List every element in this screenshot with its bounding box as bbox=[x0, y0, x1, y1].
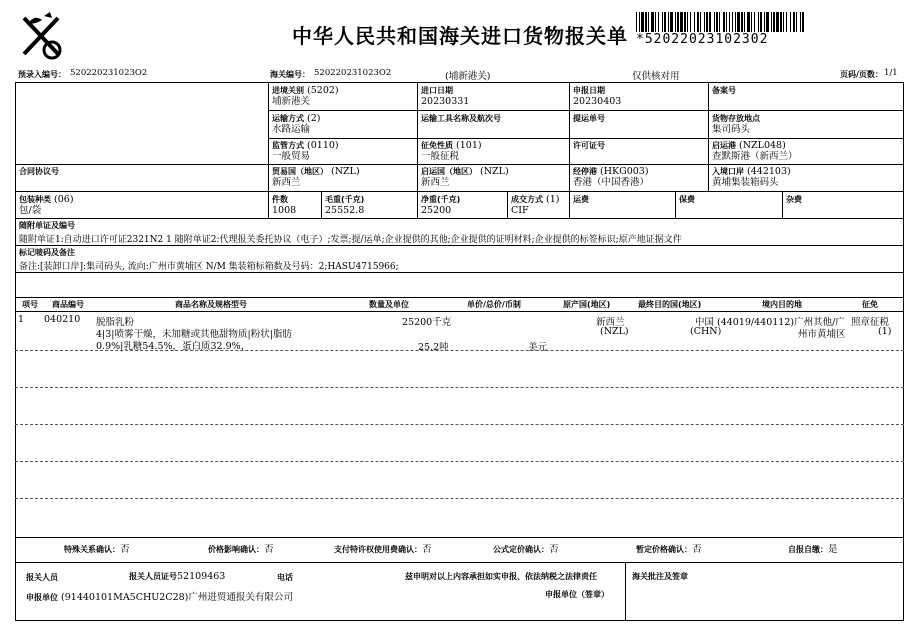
goods-levy1: 照章征税 bbox=[851, 317, 890, 328]
col-origin: 原产国(地区) bbox=[563, 300, 611, 309]
col-qty: 数量及单位 bbox=[369, 300, 409, 309]
attached-docs-text: 随附单证1:自动进口许可证2321N2 1 随附单证2:代理报关委托协议（电子）;发票;提/运单;企业提供的其他;企业提供的证明材料;企业提供的标签标识;原产地证据文件 bbox=[19, 235, 682, 245]
reference-note: 仅供核对用 bbox=[632, 71, 680, 82]
gross-weight-value: 25552.8 bbox=[325, 205, 365, 216]
self-declare-label: 自报自缴： bbox=[788, 545, 828, 554]
barcode-bar bbox=[706, 12, 708, 32]
phone-label: 电话 bbox=[277, 573, 293, 582]
barcode bbox=[636, 12, 806, 32]
goods-seq: 1 bbox=[18, 314, 25, 325]
transport-tool-label: 运输工具名称及航次号 bbox=[421, 114, 501, 123]
via-port-value: 香港（中国香港） bbox=[573, 177, 650, 188]
barcode-bar bbox=[684, 12, 686, 32]
barcode-bar bbox=[744, 12, 745, 32]
entry-port-value: 黄埔集装箱码头 bbox=[712, 177, 779, 188]
col-name: 商品名称及规格型号 bbox=[175, 300, 247, 309]
prerecord-number: 520220231023O2 bbox=[70, 68, 148, 78]
entry-port-code: (442103) bbox=[747, 166, 791, 177]
contract-label: 合同协议号 bbox=[19, 167, 59, 176]
barcode-bar bbox=[648, 12, 649, 32]
price-impact-label: 价格影响确认： bbox=[208, 545, 264, 554]
package-code: (06) bbox=[54, 194, 74, 205]
supervision-value: 一般贸易 bbox=[272, 151, 311, 162]
origin-country-value: 新西兰 bbox=[421, 177, 450, 188]
barcode-bar bbox=[641, 12, 644, 32]
barcode-bar bbox=[802, 12, 804, 32]
net-weight-value: 25200 bbox=[421, 205, 452, 216]
insurance-label: 保费 bbox=[679, 195, 695, 204]
declare-unit-sign: 申报单位（签章） bbox=[545, 590, 609, 599]
import-date-label: 进口日期 bbox=[421, 86, 453, 95]
barcode-bar bbox=[636, 12, 637, 32]
barcode-bar bbox=[758, 12, 759, 32]
barcode-bar bbox=[668, 12, 669, 32]
barcode-bar bbox=[800, 12, 801, 32]
barcode-bar bbox=[735, 12, 736, 32]
via-port-code: (HKG003) bbox=[600, 166, 649, 177]
declarant-no-value: 52109463 bbox=[177, 571, 226, 582]
barcode-bar bbox=[780, 12, 782, 32]
record-no-label: 备案号 bbox=[712, 86, 736, 95]
declare-date-label: 申报日期 bbox=[573, 86, 605, 95]
levy-code: (101) bbox=[456, 140, 482, 151]
barcode-bar bbox=[751, 12, 752, 32]
barcode-bar bbox=[764, 12, 765, 32]
declare-unit-label: 申报单位 bbox=[26, 593, 58, 602]
entry-port-label: 入境口岸 bbox=[712, 167, 744, 176]
barcode-bar bbox=[719, 12, 720, 32]
barcode-bar bbox=[716, 12, 718, 32]
barcode-bar bbox=[697, 12, 699, 32]
barcode-bar bbox=[732, 12, 733, 32]
declarant-no-label: 报关人员证号 bbox=[129, 572, 177, 581]
col-seq: 项号 bbox=[22, 300, 38, 309]
self-declare-value: 是 bbox=[828, 544, 838, 555]
page-value: 1/1 bbox=[884, 68, 898, 78]
misc-fee-label: 杂费 bbox=[786, 195, 802, 204]
goods-dest1: 中国 bbox=[695, 317, 715, 328]
barcode-bar bbox=[793, 12, 795, 32]
bill-no-label: 提运单号 bbox=[573, 114, 605, 123]
goods-levy2: (1) bbox=[878, 326, 892, 337]
via-port-label: 经停港 bbox=[573, 167, 597, 176]
col-domestic: 境内目的地 bbox=[762, 300, 802, 309]
price-impact-value: 否 bbox=[264, 544, 274, 555]
origin-country-label: 启运国（地区） bbox=[421, 167, 477, 176]
barcode-bar bbox=[655, 12, 656, 32]
barcode-bar bbox=[760, 12, 762, 32]
barcode-bar bbox=[737, 12, 740, 32]
license-label: 许可证号 bbox=[573, 141, 605, 150]
supervision-label: 监管方式 bbox=[272, 141, 304, 150]
transport-mode-value: 水路运输 bbox=[272, 124, 311, 135]
pieces-value: 1008 bbox=[272, 205, 297, 216]
goods-domestic1: (44019/440112)广州其他/广 bbox=[717, 317, 845, 328]
entry-customs-value: 埔新港关 bbox=[272, 96, 311, 107]
statement-text: 兹申明对以上内容承担如实申报、依法纳税之法律责任 bbox=[405, 572, 597, 581]
departure-port-label: 启运港 bbox=[712, 141, 736, 150]
goods-origin2: (NZL) bbox=[600, 326, 629, 337]
barcode-bar bbox=[658, 12, 659, 32]
barcode-bar bbox=[786, 12, 787, 32]
transport-mode-label: 运输方式 bbox=[272, 114, 304, 123]
prerecord-label: 预录入编号： bbox=[18, 70, 66, 79]
special-relation-label: 特殊关系确认： bbox=[64, 545, 120, 554]
barcode-bar bbox=[680, 12, 683, 32]
provisional-price-label: 暂定价格确认： bbox=[636, 545, 692, 554]
attached-docs-label: 随附单证及编号 bbox=[19, 221, 75, 230]
goods-name-line2: 4|3|喷雾干燥，未加糖或其他甜物质|粉状|脂肪 bbox=[96, 329, 292, 340]
goods-qty1: 25200千克 bbox=[402, 317, 452, 328]
provisional-price-value: 否 bbox=[692, 544, 702, 555]
freight-label: 运费 bbox=[573, 195, 589, 204]
barcode-bar bbox=[645, 12, 647, 32]
deal-mode-code: (1) bbox=[546, 194, 560, 205]
barcode-bar bbox=[723, 12, 725, 32]
package-label: 包装种类 bbox=[19, 195, 51, 204]
royalty-label: 支付特许权使用费确认： bbox=[334, 545, 422, 554]
barcode-bar bbox=[639, 12, 640, 32]
barcode-bar bbox=[664, 12, 666, 32]
declare-unit-value: (91440101MA5CHU2C28)广州进贸通报关有限公司 bbox=[61, 592, 293, 603]
barcode-bar bbox=[790, 12, 791, 32]
trade-country-code: (NZL) bbox=[331, 166, 360, 177]
barcode-bar bbox=[747, 12, 750, 32]
barcode-bar bbox=[704, 12, 705, 32]
trade-country-label: 贸易国（地区） bbox=[272, 167, 328, 176]
entry-customs-label: 进境关别 bbox=[272, 86, 304, 95]
barcode-bar bbox=[771, 12, 772, 32]
barcode-bar bbox=[700, 12, 701, 32]
import-date-value: 20230331 bbox=[421, 96, 470, 107]
declarant-label: 报关人员 bbox=[26, 573, 58, 582]
col-levy: 征免 bbox=[862, 300, 878, 309]
col-code: 商品编号 bbox=[52, 300, 84, 309]
trade-country-value: 新西兰 bbox=[272, 177, 301, 188]
declare-date-value: 20230403 bbox=[573, 96, 622, 107]
customs-note-label: 海关批注及签章 bbox=[632, 572, 688, 581]
page-label: 页码/页数： bbox=[840, 70, 883, 79]
origin-country-code: (NZL) bbox=[480, 166, 509, 177]
barcode-bar bbox=[741, 12, 743, 32]
col-dest: 最终目的国(地区) bbox=[638, 300, 702, 309]
barcode-bar bbox=[677, 12, 679, 32]
levy-label: 征免性质 bbox=[421, 141, 453, 150]
departure-port-code: (NZL048) bbox=[739, 140, 786, 151]
goods-name-line1: 脱脂乳粉 bbox=[96, 317, 135, 328]
goods-domestic2: 州市黄埔区 bbox=[798, 329, 846, 340]
customs-number: 520220231023O2 bbox=[314, 68, 392, 78]
transport-mode-code: (2) bbox=[307, 113, 321, 124]
royalty-value: 否 bbox=[422, 544, 432, 555]
special-relation-value: 否 bbox=[120, 544, 130, 555]
barcode-bar bbox=[690, 12, 691, 32]
barcode-bar bbox=[729, 12, 730, 32]
barcode-bar bbox=[709, 12, 711, 32]
barcode-text: *52022023102302 bbox=[636, 32, 769, 47]
barcode-bar bbox=[776, 12, 779, 32]
entry-customs-code: (5202) bbox=[307, 85, 339, 96]
goods-code: 040210 bbox=[44, 314, 81, 325]
storage-label: 货物存放地点 bbox=[712, 114, 760, 123]
port-note: (埔新港关) bbox=[445, 71, 491, 82]
col-price: 单价/总价/币制 bbox=[467, 300, 521, 309]
package-value: 包/袋 bbox=[19, 205, 42, 216]
barcode-bar bbox=[783, 12, 784, 32]
barcode-bar bbox=[687, 12, 688, 32]
customs-number-label: 海关编号： bbox=[270, 70, 310, 79]
barcode-bar bbox=[670, 12, 673, 32]
goods-dest2: (CHN) bbox=[690, 326, 722, 337]
goods-qty2: 25.2吨 bbox=[418, 342, 449, 353]
departure-port-value: 查默斯港（新西兰） bbox=[712, 151, 798, 162]
formula-price-label: 公式定价确认： bbox=[493, 545, 549, 554]
levy-value: 一般征税 bbox=[421, 151, 460, 162]
barcode-bar bbox=[651, 12, 654, 32]
pieces-label: 件数 bbox=[272, 195, 288, 204]
barcode-bar bbox=[694, 12, 695, 32]
goods-origin1: 新西兰 bbox=[596, 317, 625, 328]
barcode-bar bbox=[773, 12, 775, 32]
goods-name-line3: 0.9%|乳糖54.5%，蛋白质32.9%， bbox=[96, 341, 251, 352]
gross-weight-label: 毛重(千克) bbox=[325, 195, 365, 204]
barcode-bar bbox=[662, 12, 663, 32]
deal-mode-label: 成交方式 bbox=[511, 195, 543, 204]
supervision-code: (0110) bbox=[307, 140, 339, 151]
barcode-bar bbox=[754, 12, 755, 32]
net-weight-label: 净重(千克) bbox=[421, 195, 461, 204]
remarks-text: 备注:[装卸口岸]:集司码头, 流向:广州市黄埔区 N/M 集装箱标箱数及号码：2;HASU4715966; bbox=[19, 262, 399, 272]
customs-emblem-logo bbox=[18, 10, 68, 60]
document-title: 中华人民共和国海关进口货物报关单 bbox=[292, 24, 628, 48]
remarks-label: 标记唛码及备注 bbox=[19, 248, 75, 257]
barcode-bar bbox=[796, 12, 797, 32]
barcode-bar bbox=[714, 12, 715, 32]
barcode-bar bbox=[726, 12, 727, 32]
deal-mode-value: CIF bbox=[511, 205, 529, 216]
formula-price-value: 否 bbox=[549, 544, 559, 555]
storage-value: 集司码头 bbox=[712, 124, 751, 135]
barcode-bar bbox=[675, 12, 676, 32]
goods-currency: 美元 bbox=[528, 342, 548, 353]
barcode-bar bbox=[766, 12, 769, 32]
